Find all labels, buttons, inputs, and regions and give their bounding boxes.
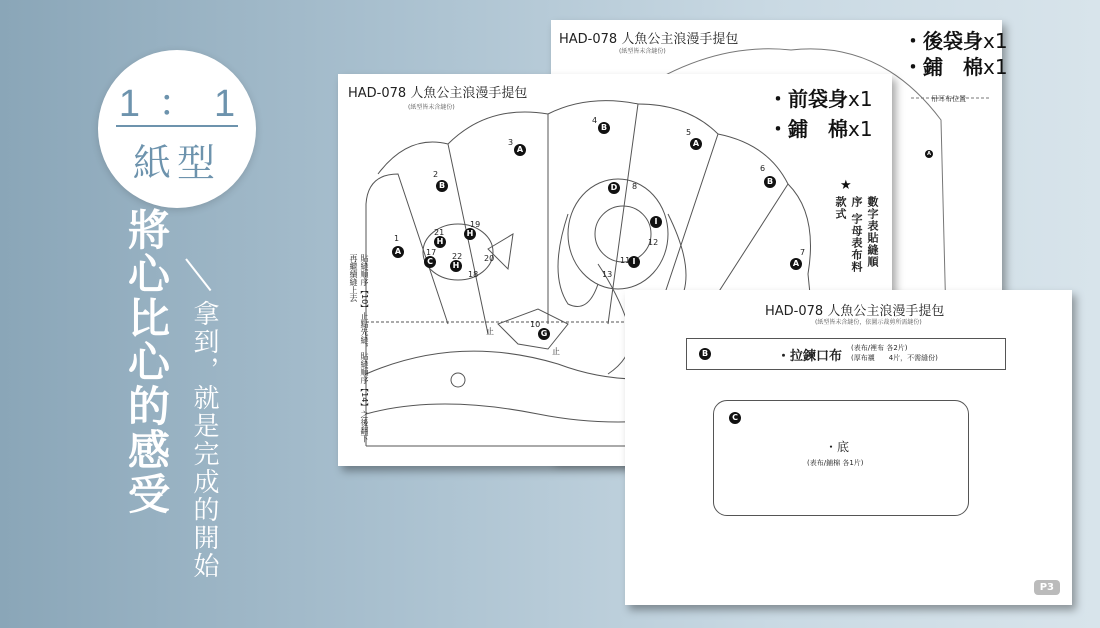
label-c: C	[729, 412, 741, 424]
label-a-back: A	[925, 150, 933, 158]
page-number-badge: P3	[1034, 580, 1060, 595]
fabric-label: A	[690, 138, 702, 150]
order-number: 17	[426, 248, 437, 257]
order-number: 13	[602, 270, 613, 279]
fabric-label: A	[790, 258, 802, 270]
zipper-panel-box	[686, 338, 1006, 370]
order-number: 3	[508, 138, 514, 147]
base-panel-detail: (表布/鋪棉 各1片)	[807, 459, 864, 467]
order-number: 19	[470, 220, 481, 229]
order-number: 4	[592, 116, 598, 125]
sheet-title: HAD-078 人魚公主浪漫手提包	[348, 86, 528, 101]
qty-back-body: ・後袋身x1	[903, 29, 1008, 53]
slogan-slash	[185, 258, 211, 291]
fabric-label: I	[628, 256, 640, 268]
fabric-label: A	[392, 246, 404, 258]
order-number: 21	[434, 228, 445, 237]
sheet-subtitle: (紙型皆未含縫份)	[408, 104, 455, 111]
fabric-label: A	[514, 144, 526, 156]
loop-position-note: 吊耳布位置	[931, 95, 966, 103]
qty-front-body: ・前袋身x1	[768, 87, 873, 111]
stop-mark: 止	[486, 327, 494, 336]
fabric-label: H	[464, 228, 476, 240]
order-number: 5	[686, 128, 692, 137]
qty-batting: ・鋪 棉x1	[903, 55, 1008, 79]
label-b: B	[699, 348, 711, 360]
fabric-label: I	[650, 216, 662, 228]
order-number: 8	[632, 182, 638, 191]
order-number: 2	[433, 170, 439, 179]
star-icon: ★	[840, 178, 852, 193]
qty-batting: ・鋪 棉x1	[768, 117, 873, 141]
fabric-label: C	[424, 256, 436, 268]
legend-text: 數字表貼縫順序 字母表布料款式	[834, 196, 879, 273]
sheet-subtitle: (紙型皆未含縫份)	[619, 48, 666, 55]
stop-mark: 止	[552, 347, 560, 356]
order-number: 22	[452, 252, 463, 261]
order-number: 6	[760, 164, 766, 173]
order-number: 10	[530, 320, 541, 329]
slogan-main: 將心比心的感受	[122, 208, 171, 516]
fabric-label: H	[434, 236, 446, 248]
base-panel-name: ・底	[825, 440, 850, 454]
fabric-label: B	[436, 180, 448, 192]
order-number: 12	[648, 238, 659, 247]
ratio-text: 1：1	[118, 83, 254, 125]
pattern-sheet-third	[625, 290, 1072, 605]
fabric-label: H	[450, 260, 462, 272]
fabric-label: G	[538, 328, 550, 340]
fabric-label: B	[598, 122, 610, 134]
order-number: 7	[800, 248, 806, 257]
order-number: 18	[468, 270, 479, 279]
sheet-title: HAD-078 人魚公主浪漫手提包	[559, 32, 739, 47]
sheet-title: HAD-078 人魚公主浪漫手提包	[765, 304, 945, 319]
sewing-order-note: 貼縫順序【10】止點先縫，貼縫順序【14】之後翻下再繼續縫上去	[349, 254, 369, 443]
badge-divider	[116, 125, 238, 127]
order-number: 20	[484, 254, 495, 263]
sheet-subtitle: (紙型皆未含縫份，依圖示裁剪所需縫份)	[815, 319, 922, 326]
zipper-panel-name: ・拉鍊口布	[777, 349, 843, 364]
fabric-label: D	[608, 182, 620, 194]
order-number: 11	[620, 256, 631, 265]
slogan-sub: 拿到，就是完成的開始	[189, 300, 219, 580]
zipper-panel-detail: (厚布襯 4片，不需縫份)	[851, 354, 938, 362]
ratio-badge	[98, 50, 256, 208]
paper-pattern-text: 紙型	[132, 141, 221, 185]
order-number: 1	[394, 234, 400, 243]
fabric-label: B	[764, 176, 776, 188]
zipper-panel-detail: (表布/裡布 各2片)	[851, 344, 908, 352]
